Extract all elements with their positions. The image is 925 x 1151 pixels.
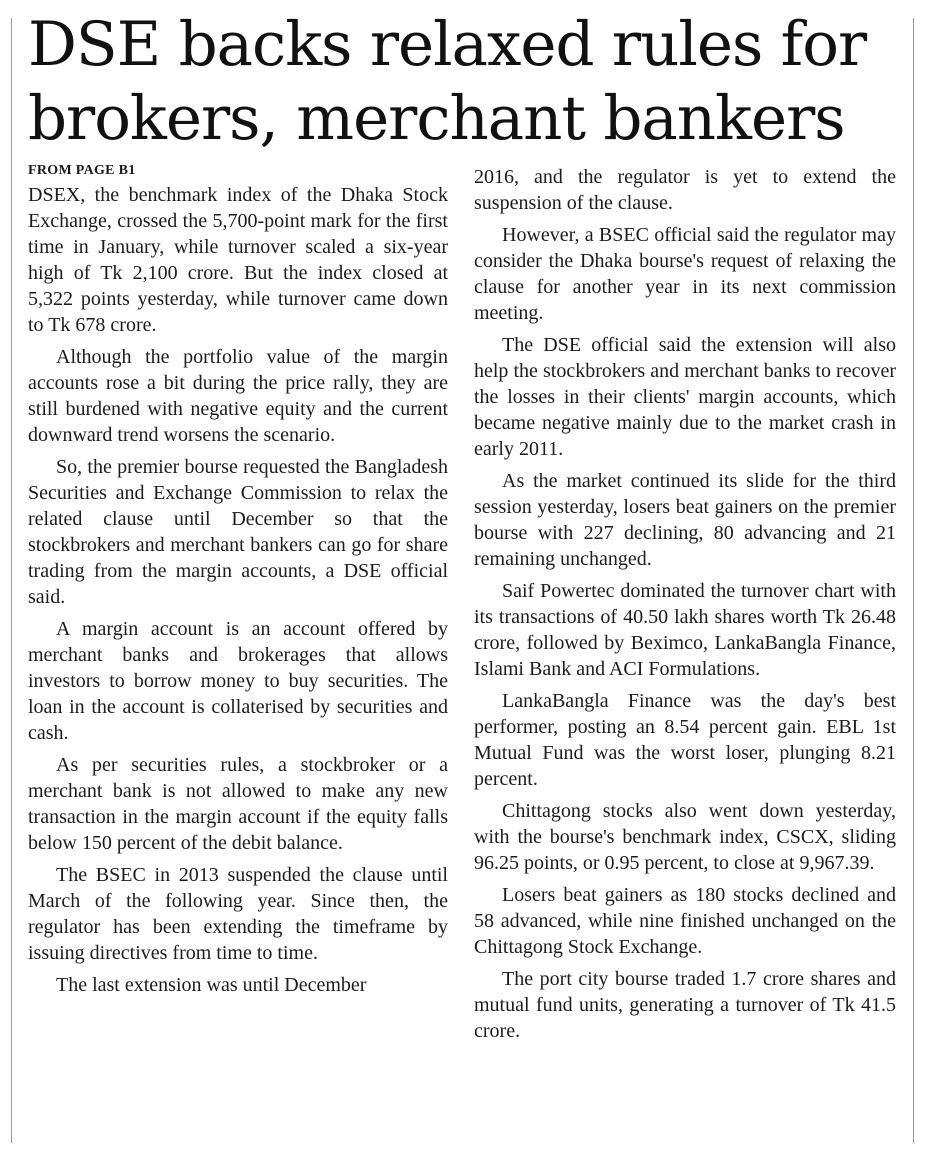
paragraph: Although the portfolio value of the margin accounts rose a bit during the price rally, they are still burdened with negative equity and the current downward trend worsens the scenario. [28,346,448,446]
continued-from-label: FROM PAGE B1 [28,163,136,178]
article-headline: DSE backs relaxed rules for brokers, merchant bankers [28,9,867,154]
paragraph: However, a BSEC official said the regulator may consider the Dhaka bourse's request of relaxing the clause for another year in its next commission meeting. [474,224,896,324]
paragraph: So, the premier bourse requested the Bangladesh Securities and Exchange Commission to relax the related clause until December so that the stockbrokers and merchant bankers can go for share trading from the margin accounts, a DSE official said. [28,456,448,608]
paragraph: Saif Powertec dominated the turnover chart with its transactions of 40.50 lakh shares worth Tk 26.48 crore, followed by Beximco, LankaBangla Finance, Islami Bank and ACI Formulations. [474,580,896,680]
paragraph: The last extension was until December [56,974,367,996]
paragraph: LankaBangla Finance was the day's best performer, posting an 8.54 percent gain. EBL 1st Mutual Fund was the worst loser, plunging 8.21 percent. [474,690,896,790]
paragraph: DSEX, the benchmark index of the Dhaka Stock Exchange, crossed the 5,700-point mark for the first time in January, while turnover scaled a six-year high of Tk 2,100 crore. But the index closed at 5,322 points yesterday, while turnover came down to Tk 678 crore. [28,184,448,336]
article-column-right [474,164,896,1050]
paragraph: The DSE official said the extension will also help the stockbrokers and merchant banks to recover the losses in their clients' margin accounts, which became negative mainly due to the market crash in early 2011. [474,334,896,460]
article-column-left [28,162,448,1004]
paragraph: A margin account is an account offered by merchant banks and brokerages that allows investors to borrow money to buy securities. The loan in the account is collaterised by securities and cash. [28,618,448,744]
paragraph: The port city bourse traded 1.7 crore shares and mutual fund units, generating a turnover of Tk 41.5 crore. [474,968,896,1042]
left-border-rule [11,18,12,1143]
right-border-rule [913,18,914,1143]
paragraph: 2016, and the regulator is yet to extend the suspension of the clause. [474,166,896,214]
paragraph: Losers beat gainers as 180 stocks declined and 58 advanced, while nine finished unchanged on the Chittagong Stock Exchange. [474,884,896,958]
paragraph: The BSEC in 2013 suspended the clause until March of the following year. Since then, the regulator has been extending the timeframe by issuing directives from time to time. [28,864,448,964]
paragraph: Chittagong stocks also went down yesterday, with the bourse's benchmark index, CSCX, sliding 96.25 points, or 0.95 percent, to close at 9,967.39. [474,800,896,874]
paragraph: As the market continued its slide for the third session yesterday, losers beat gainers on the premier bourse with 227 declining, 80 advancing and 21 remaining unchanged. [474,470,896,570]
paragraph: As per securities rules, a stockbroker or a merchant bank is not allowed to make any new transaction in the margin account if the equity falls below 150 percent of the debit balance. [28,754,448,854]
